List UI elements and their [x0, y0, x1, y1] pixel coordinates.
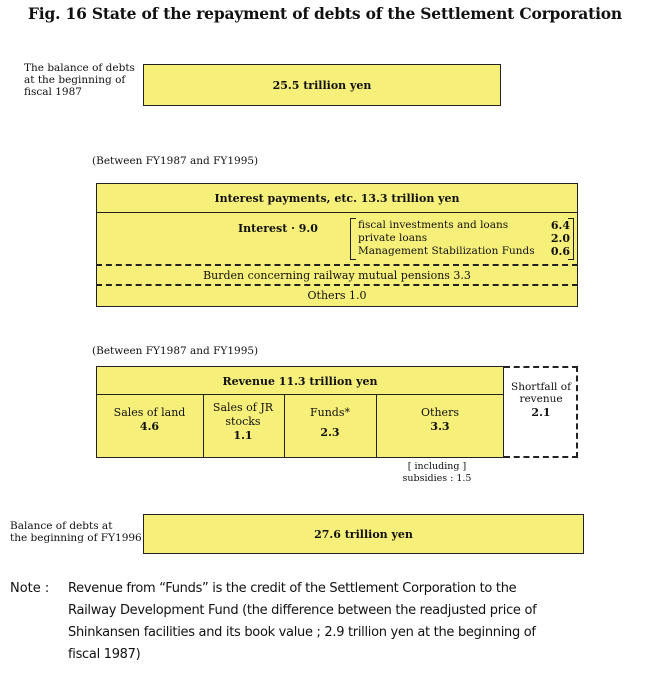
- top-balance-value: 25.5 trillion yen: [272, 78, 372, 92]
- figure-title: Fig. 16 State of the repayment of debts of the Settlement Corporation: [28, 4, 622, 23]
- note-line: Railway Development Fund (the difference between the readjusted price of: [68, 603, 537, 618]
- revenue-header-divider: [96, 394, 504, 395]
- source-row: fiscal investments and loans 6.4: [358, 219, 570, 232]
- bottom-label-line-2: the beginning of FY1996: [10, 532, 142, 544]
- others-text: Others 1.0: [307, 288, 367, 302]
- others-row: [96, 286, 578, 304]
- top-balance-label: [24, 62, 144, 98]
- pensions-text: Burden concerning railway mutual pensions 3.3: [203, 268, 471, 282]
- top-label-line-1: The balance of debts: [24, 62, 135, 74]
- top-balance-box: [143, 64, 501, 106]
- revenue-period-label: (Between FY1987 and FY1995): [92, 345, 259, 357]
- pensions-row: [96, 266, 578, 284]
- bottom-label-line-1: Balance of debts at: [10, 520, 113, 532]
- revenue-cell-jr-stocks: Sales of JR stocks 1.1: [212, 401, 274, 442]
- interest-period-label: (Between FY1987 and FY1995): [92, 155, 259, 167]
- interest-sources: [358, 219, 570, 258]
- note-line: Note : Revenue from “Funds” is the credit of the Settlement Corporation to the: [10, 578, 645, 600]
- interest-header-divider: [96, 212, 578, 213]
- revenue-cell-others: Others 3.3: [421, 406, 459, 433]
- revenue-header-text: Revenue 11.3 trillion yen: [222, 374, 378, 388]
- note-line: fiscal 1987): [68, 647, 141, 662]
- interest-header: [96, 185, 578, 211]
- revenue-cell-funds: Funds* 2.3: [310, 406, 350, 439]
- revenue-header: [96, 368, 504, 394]
- note-block: [10, 578, 645, 666]
- top-label-line-3: fiscal 1987: [24, 86, 82, 98]
- subsidy-note: [ including ] subsidies : 1.5: [402, 461, 472, 484]
- source-row: private loans 2.0: [358, 232, 570, 245]
- bottom-balance-value: 27.6 trillion yen: [314, 527, 413, 541]
- shortfall-text: Shortfall of revenue 2.1: [511, 381, 571, 419]
- top-label-line-2: at the beginning of: [24, 74, 126, 86]
- note-line: Shinkansen facilities and its book value ; 2.9 trillion yen at the beginning of: [68, 625, 536, 640]
- revenue-cell-land: Sales of land 4.6: [113, 406, 186, 433]
- bottom-balance-box: [143, 514, 584, 554]
- note-lead: Note :: [10, 581, 50, 596]
- interest-label: Interest · 9.0: [238, 222, 318, 235]
- interest-sources-bracket: [350, 218, 356, 260]
- revenue-cell-divider: [203, 394, 204, 458]
- interest-header-text: Interest payments, etc. 13.3 trillion yen: [214, 191, 460, 205]
- bottom-balance-label: [10, 520, 160, 544]
- source-row: Management Stabilization Funds 0.6: [358, 245, 570, 258]
